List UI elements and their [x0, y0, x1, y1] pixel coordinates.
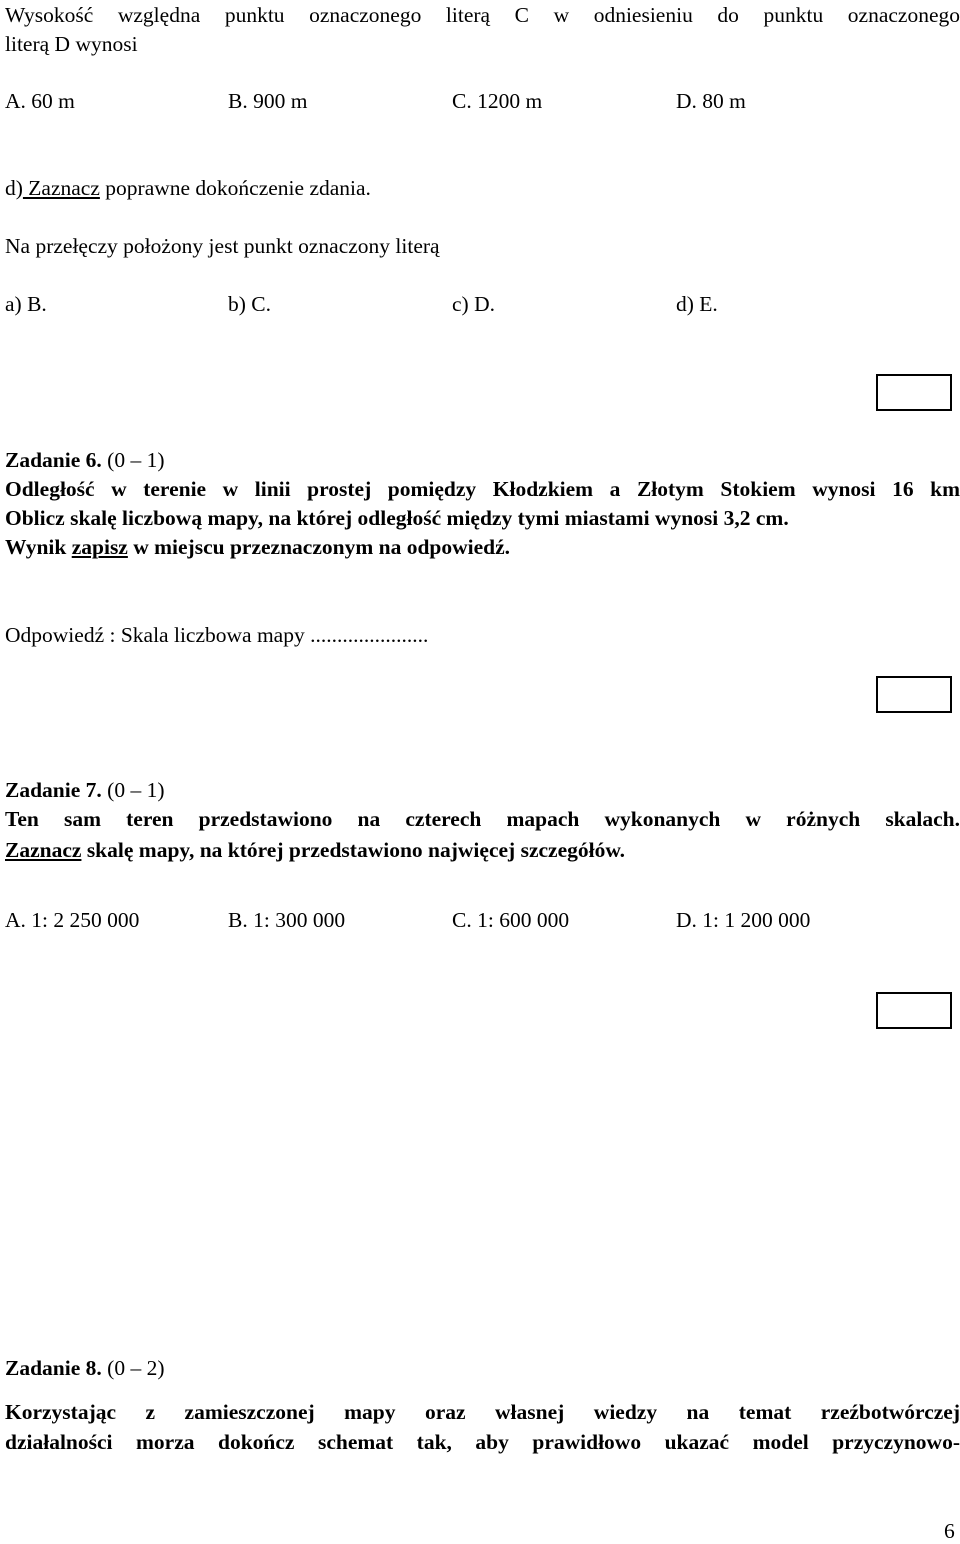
task6-heading — [5, 447, 164, 473]
q5c-text-line2: literą D wynosi — [5, 32, 138, 56]
task6-line1: Odległość w terenie w linii prostej pomiędzy Kłodzkiem a Złotym Stokiem wynosi 16 km — [5, 477, 960, 501]
task7-option-c[interactable]: C. 1: 600 000 — [452, 908, 570, 932]
score-box-task7[interactable] — [876, 992, 952, 1029]
q5c-option-b[interactable]: B. 900 m — [228, 89, 308, 113]
task7-option-a[interactable]: A. 1: 2 250 000 — [5, 908, 140, 932]
q5c-option-d[interactable]: D. 80 m — [676, 89, 746, 113]
q5d-option-c[interactable]: c) D. — [452, 292, 495, 316]
q5d-rest: poprawne dokończenie zdania. — [99, 176, 371, 200]
task8-heading — [5, 1355, 164, 1381]
q5d-verb: Zaznacz — [22, 176, 100, 200]
task7-title: Zadanie 7. — [5, 778, 102, 802]
task8-title: Zadanie 8. — [5, 1356, 102, 1380]
q5d-option-b[interactable]: b) C. — [228, 292, 271, 316]
task8-points: (0 – 2) — [101, 1356, 165, 1380]
task6-answer-line[interactable]: Odpowiedź : Skala liczbowa mapy ...................... — [5, 623, 429, 647]
task8-line2: działalności morza dokończ schemat tak, aby prawidłowo ukazać model przyczynowo- — [5, 1430, 960, 1454]
task6-line3 — [5, 534, 510, 560]
q5d-instruction — [5, 175, 371, 201]
task7-line2-rest: skalę mapy, na której przedstawiono najwięcej szczegółów. — [81, 838, 626, 862]
task7-line2 — [5, 837, 625, 863]
q5c-option-a[interactable]: A. 60 m — [5, 89, 75, 113]
q5c-option-c[interactable]: C. 1200 m — [452, 89, 543, 113]
task6-points: (0 – 1) — [101, 448, 165, 472]
page-number: 6 — [944, 1519, 955, 1543]
task7-points: (0 – 1) — [101, 778, 165, 802]
task7-line2-verb: Zaznacz — [5, 838, 82, 862]
task7-option-d[interactable]: D. 1: 1 200 000 — [676, 908, 811, 932]
task7-option-b[interactable]: B. 1: 300 000 — [228, 908, 346, 932]
q5d-option-a[interactable]: a) B. — [5, 292, 47, 316]
task8-line1: Korzystając z zamieszczonej mapy oraz własnej wiedzy na temat rzeźbotwórczej — [5, 1400, 960, 1424]
task6-line3-verb: zapisz — [71, 535, 128, 559]
q5d-option-d[interactable]: d) E. — [676, 292, 718, 316]
task7-heading — [5, 777, 164, 803]
score-box-q5[interactable] — [876, 374, 952, 411]
task6-line3-post: w miejscu przeznaczonym na odpowiedź. — [127, 535, 511, 559]
q5c-text-line1: Wysokość względna punktu oznaczonego literą C w odniesieniu do punktu oznaczonego — [5, 3, 960, 27]
score-box-task6[interactable] — [876, 676, 952, 713]
task7-line1: Ten sam teren przedstawiono na czterech mapach wykonanych w różnych skalach. — [5, 807, 960, 831]
task6-title: Zadanie 6. — [5, 448, 102, 472]
task6-line2: Oblicz skalę liczbową mapy, na której odległość między tymi miastami wynosi 3,2 cm. — [5, 506, 789, 530]
q5d-stem: Na przełęczy położony jest punkt oznaczony literą — [5, 234, 440, 258]
task6-line3-pre: Wynik — [5, 535, 72, 559]
q5d-prefix: d) — [5, 176, 23, 200]
